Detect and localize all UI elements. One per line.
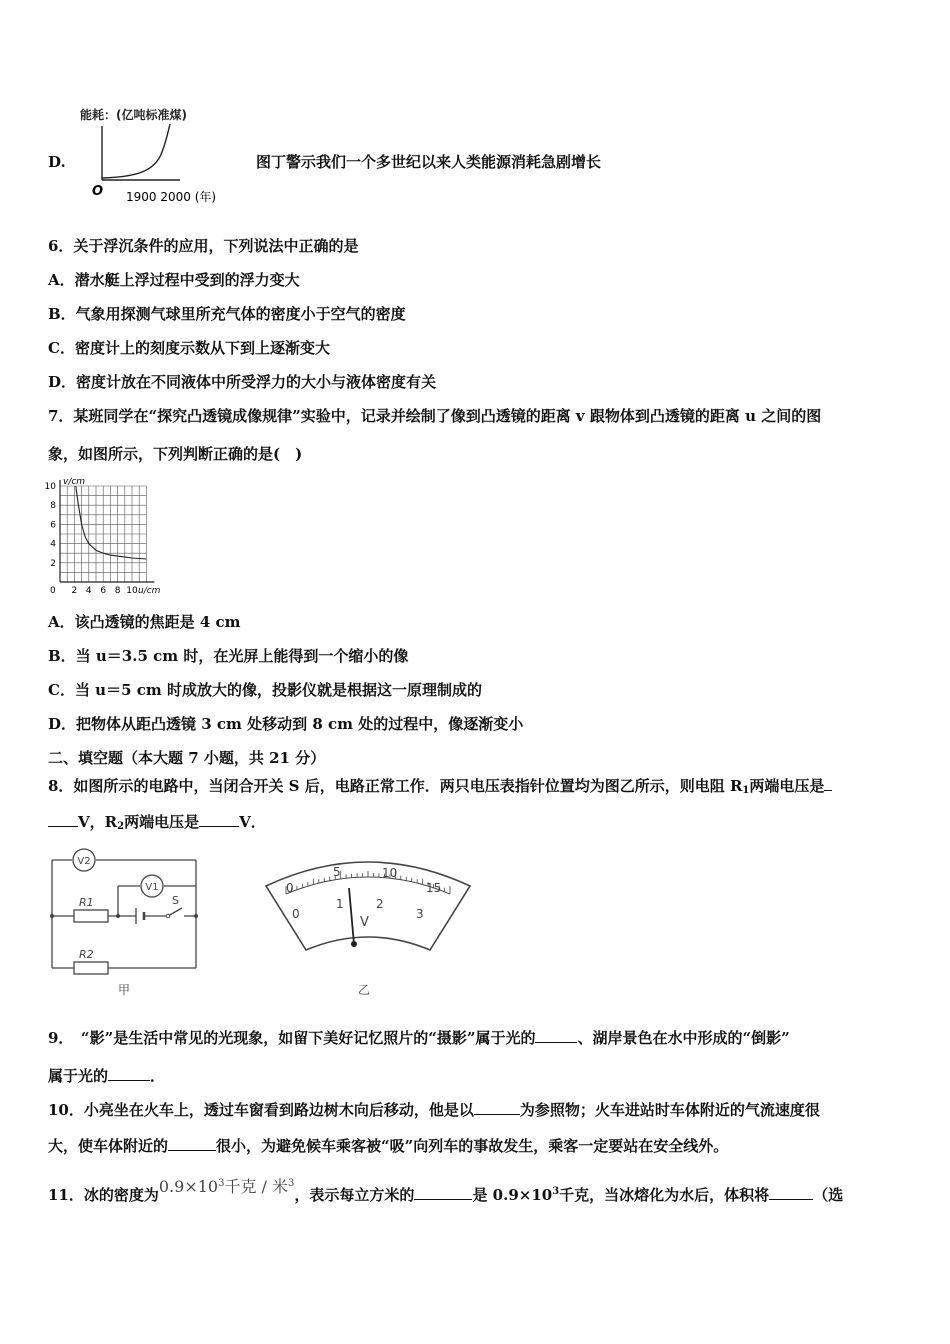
q6-option-b: B．气象用探测气球里所充气体的密度小于空气的密度 [48,305,406,323]
q8-line1-end: 两端电压是 [749,777,825,795]
q11-blank-1[interactable] [414,1185,472,1200]
q8-line2-b: 两端电压是 [124,813,200,831]
scale-top-10: 10 [382,866,398,880]
q10-line2-b: 很小，为避免候车乘客被“吸”向列车的事故发生，乘客一定要站在安全线外。 [216,1137,729,1155]
meter-caption: 乙 [357,983,371,997]
v1-label: V1 [145,882,159,893]
scale-bottom-2: 2 [376,897,384,911]
q10-line1-b: 为参照物；火车进站时车体附近的气流速度很 [519,1101,820,1119]
x-tick-label: 10 [126,586,138,596]
scale-bottom-0: 0 [292,907,300,921]
q7-option-b: B．当 u＝3.5 cm 时，在光屏上能得到一个缩小的像 [48,647,409,665]
scale-bottom-3: 3 [416,907,424,921]
q7-option-d: D．把物体从距凸透镜 3 cm 处移动到 8 cm 处的过程中，像逐渐变小 [48,715,524,733]
v2-label: V2 [77,856,91,867]
q9-line2-b: ． [150,1067,166,1085]
x-tick-label: 4 [85,586,92,596]
r2-label: R2 [79,948,94,961]
q7-option-a: A．该凸透镜的焦距是 4 cm [48,613,241,631]
chart-xlabel: u/cm [138,586,161,596]
q10-line1-a: 10．小亮坐在火车上，透过车窗看到路边树木向后移动，他是以 [48,1101,474,1119]
q8-line2-a: V，R [78,813,118,831]
q6-option-a: A．潜水艇上浮过程中受到的浮力变大 [48,271,300,289]
q9-line1-a: 9． “影”是生活中常见的光现象，如留下美好记忆照片的“摄影”属于光的 [48,1029,536,1047]
formula-exp: 3 [218,1178,225,1189]
energy-consumption-figure [80,102,250,207]
y-tick-label: 10 [44,482,56,492]
energy-curve [102,124,170,178]
voltmeter-dial [258,846,478,1002]
q6-option-c: C．密度计上的刻度示数从下到上逐渐变大 [48,339,330,357]
section2-heading: 二、填空题（本大题 7 小题，共 21 分） [48,749,326,767]
q11-text-a: 11．冰的密度为 [48,1186,159,1204]
q8-blank-2[interactable] [199,812,239,827]
switch-pivot [166,914,170,918]
x-tick-label: 6 [100,586,107,596]
scale-top-5: 5 [333,865,341,879]
energy-x-ticks: 1900 2000 (年) [126,190,217,204]
q10-blank-2[interactable] [168,1136,216,1151]
q5-option-d-label: D. [48,153,66,171]
q11-text-c-exp: 3 [552,1186,560,1197]
formula-base: 0.9×10 [158,1177,219,1196]
v-u-curve [76,486,147,559]
chart-ylabel: v/cm [63,477,86,487]
scale-bottom-1: 1 [336,897,344,911]
q8-line1-text: 8．如图所示的电路中，当闭合开关 S 后，电路正常工作．两只电压表指针位置均为图乙所示，则电阻 R [48,777,743,795]
q7-option-c: C．当 u＝5 cm 时成放大的像，投影仪就是根据这一原理制成的 [48,681,482,699]
switch-label: S [172,894,179,907]
q7-stem-line2: 象，如图所示，下列判断正确的是( ) [48,445,303,463]
q9-blank-1[interactable] [535,1028,577,1043]
q5-option-d-text: 图丁警示我们一个多世纪以来人类能源消耗急剧增长 [256,153,602,171]
y-tick-label: 6 [50,520,56,531]
x-tick-label: 2 [71,586,78,596]
q6-stem: 6．关于浮沉条件的应用，下列说法中正确的是 [48,237,359,255]
q9-line1 [48,1028,790,1048]
q8-line1 [48,776,832,801]
q11-text-c: 是 0.9×10 [472,1186,553,1204]
chart-ticks [45,482,138,596]
q11-text-b: ，表示每立方米的 [294,1186,415,1204]
q7-stem-line1: 7．某班同学在“探究凸透镜成像规律”实验中，记录并绘制了像到凸透镜的距离 v 跟物体到凸透镜的距离 u 之间的图 [48,407,822,425]
r1-label: R1 [79,896,94,909]
q6-option-d: D．密度计放在不同液体中所受浮力的大小与液体密度有关 [48,373,437,391]
q9-line2 [48,1066,165,1086]
q10-line2 [48,1136,728,1156]
q8-r1-sub: 1 [742,785,750,796]
q9-line1-b: 、湖岸景色在水中形成的“倒影” [577,1029,790,1047]
q11-text-e: （选 [813,1186,844,1204]
q11-text-d: 千克，当冰熔化为水后，体积将 [559,1186,770,1204]
v-u-chart [40,472,200,602]
q11-blank-2[interactable] [769,1185,813,1200]
dial-pivot [351,941,357,947]
q8-r2-sub: 2 [117,821,125,832]
q11-line [48,1177,844,1205]
q9-line2-a: 属于光的 [48,1067,109,1085]
q10-blank-1[interactable] [474,1100,520,1115]
x-tick-label: 8 [114,586,121,596]
q11-density-formula [159,1177,295,1196]
dial-unit: V [360,915,369,930]
junction-right [194,914,198,918]
q10-line1 [48,1100,820,1120]
q10-line2-a: 大，使车体附近的 [48,1137,169,1155]
energy-y-label: 能耗：(亿吨标准煤) [80,108,187,122]
q8-line2-c: V． [239,813,266,831]
junction-left [50,914,54,918]
y-tick-label: 8 [50,501,56,512]
q8-line2 [48,812,266,837]
scale-top-0: 0 [286,881,294,895]
q8-blank-1[interactable] [48,812,78,827]
y-tick-label: 4 [50,539,56,550]
chart-grid [60,486,146,582]
formula-unit-exp: 3 [288,1178,295,1189]
chart-origin: 0 [50,586,56,596]
formula-unit: 千克 / 米 [224,1177,289,1196]
junction-mid [116,914,120,918]
circuit-diagram [44,842,214,1002]
q8-blank-1-start[interactable] [824,776,832,791]
y-tick-label: 2 [50,558,56,569]
q9-blank-2[interactable] [108,1066,150,1081]
scale-top-15: 15 [426,881,442,895]
circuit-caption: 甲 [117,983,131,997]
energy-origin: O [92,184,104,199]
